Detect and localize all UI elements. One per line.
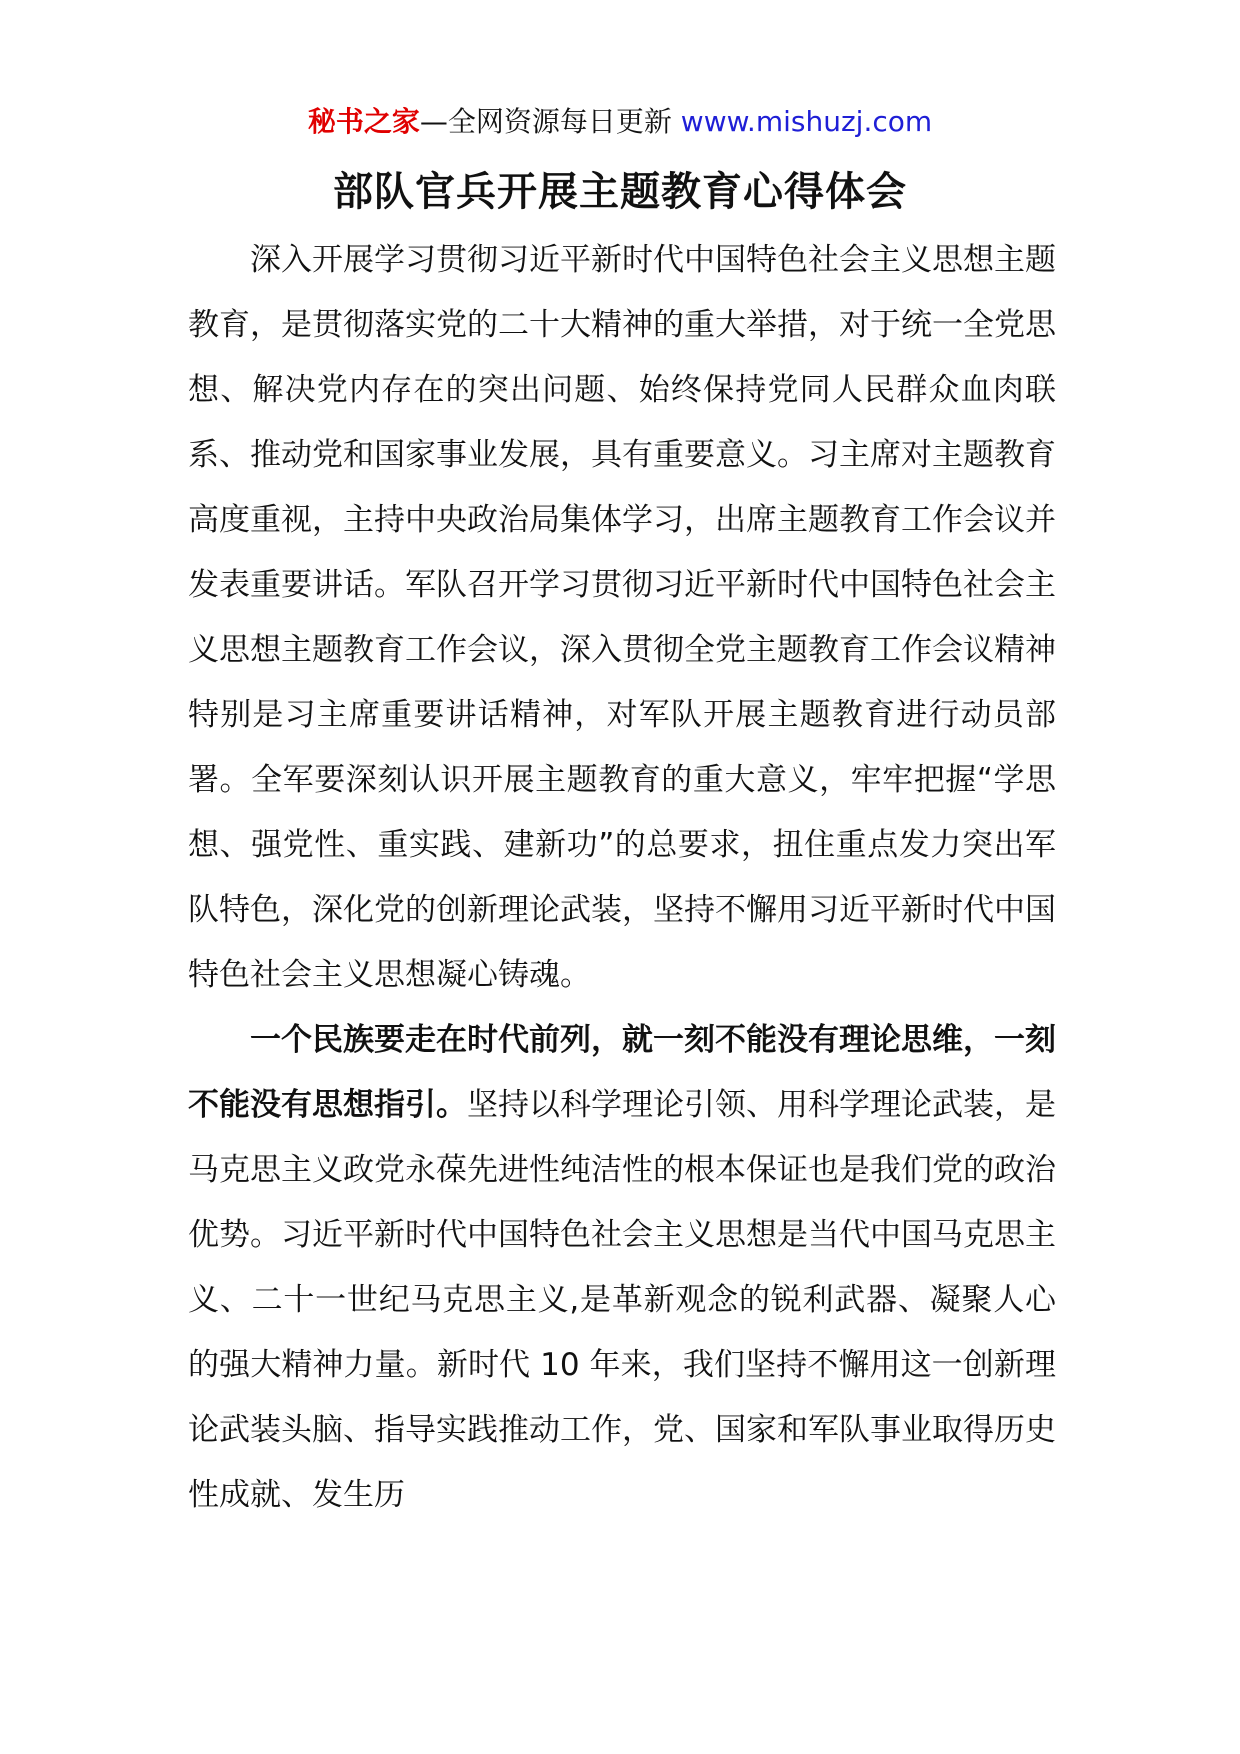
paragraph-2	[188, 1008, 1056, 1528]
site-header	[0, 102, 1240, 142]
header-slogan: —全网资源每日更新	[419, 105, 672, 138]
paragraph-2-lead: 一个民族要走在时代前列，就一刻不能没有理论思维，一刻不能没有思想指引。	[188, 1022, 1056, 1123]
paragraph-1: 深入开展学习贯彻习近平新时代中国特色社会主义思想主题教育，是贯彻落实党的二十大精神的重大举措，对于统一全党思想、解决党内存在的突出问题、始终保持党同人民群众血肉联系、推动党和国家事业发展，具有重要意义。习主席对主题教育高度重视，主持中央政治局集体学习，出席主题教育工作会议并发表重要讲话。军队召开学习贯彻习近平新时代中国特色社会主义思想主题教育工作会议，深入贯彻全党主题教育工作会议精神特别是习主席重要讲话精神，对军队开展主题教育进行动员部署。全军要深刻认识开展主题教育的重大意义，牢牢把握“学思想、强党性、重实践、建新功”的总要求，扭住重点发力突出军队特色，深化党的创新理论武装，坚持不懈用习近平新时代中国特色社会主义思想凝心铸魂。	[188, 242, 1056, 993]
document-body	[188, 228, 1056, 1528]
brand-name: 秘书之家	[307, 105, 420, 138]
paragraph-2-body: 坚持以科学理论引领、用科学理论武装，是马克思主义政党永葆先进性纯洁性的根本保证也是我们党的政治优势。习近平新时代中国特色社会主义思想是当代中国马克思主义、二十一世纪马克思主义,是革新观念的锐利武器、凝聚人心的强大精神力量。新时代 10 年来，我们坚持不懈用这一创新理论武装头脑、指导实践推动工作，党、国家和军队事业取得历史性成就、发生历	[188, 1087, 1056, 1513]
page-title: 部队官兵开展主题教育心得体会	[333, 169, 907, 215]
site-url-link[interactable]: www.mishuzj.com	[680, 105, 933, 138]
